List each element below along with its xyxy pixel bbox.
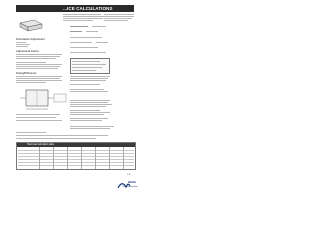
text-line [16,120,62,121]
text-line [16,78,60,79]
text-line [16,135,108,136]
text-line [104,14,134,15]
text-line [70,42,92,43]
table-column-divider [109,147,110,169]
table-row [18,153,134,154]
table-header-label: Heat load calculation table [27,144,54,146]
text-line [16,66,60,67]
mounting-diagram [16,88,68,112]
text-line [96,42,108,43]
text-line [16,44,30,45]
table-column-divider [123,147,124,169]
text-line [70,37,102,38]
text-line [63,16,105,17]
formula-line [70,26,88,27]
text-line [63,20,93,21]
text-line [70,102,108,103]
table-row [18,165,134,166]
section-heading: Sizing/Efficiency [16,72,37,75]
text-line [16,76,62,77]
text-line [70,112,110,113]
text-line [70,104,112,105]
logo-tagline: The world specialist [122,186,138,188]
page-number: 7-8 [127,174,131,176]
text-line [70,118,108,119]
table-column-divider [95,147,96,169]
text-line [70,126,114,127]
section-heading: Adjustment Factor [16,50,39,53]
text-line [70,100,110,101]
table-column-divider [53,147,54,169]
text-line [104,16,134,17]
text-line [16,58,56,59]
table-row [18,150,134,151]
text-line [70,91,108,92]
section-heading: Orientation Adjustment [16,38,45,41]
text-line [16,56,60,57]
table-row [18,156,134,157]
table-row [18,162,134,163]
text-line [70,114,104,115]
text-line [72,64,106,65]
text-line [70,128,110,129]
text-line [16,68,58,69]
table-column-divider [67,147,68,169]
text-line [63,18,103,19]
text-line [16,82,46,83]
text-line [70,120,102,121]
text-line [72,67,102,68]
table-column-divider [81,147,82,169]
page-title: ...ICE CALCULATIONS [63,6,113,11]
text-line [70,78,108,79]
text-line [70,89,104,90]
text-line [16,62,46,63]
text-line [104,20,128,21]
text-line [70,52,106,53]
table-header [17,143,135,147]
text-line [16,54,62,55]
data-table [16,142,136,170]
text-line [16,80,62,81]
table-row [18,159,134,160]
formula-line [70,31,82,32]
text-line [16,117,56,118]
text-line [16,132,46,133]
formula-line [92,26,106,27]
text-line [16,46,28,47]
text-line [70,110,100,111]
text-line [104,18,132,19]
text-line [70,76,110,77]
text-line [70,80,106,81]
enclosure-illustration [18,18,44,32]
text-line [70,106,106,107]
text-line [63,14,101,15]
formula-line [86,31,98,32]
text-line [70,84,100,85]
text-line [16,64,62,65]
text-line [72,61,100,62]
text-line [72,70,96,71]
logo-name: Mulfa [128,180,136,184]
text-line [16,114,60,115]
text-line [16,138,96,139]
table-column-divider [39,147,40,169]
text-line [16,42,26,43]
text-line [70,47,98,48]
